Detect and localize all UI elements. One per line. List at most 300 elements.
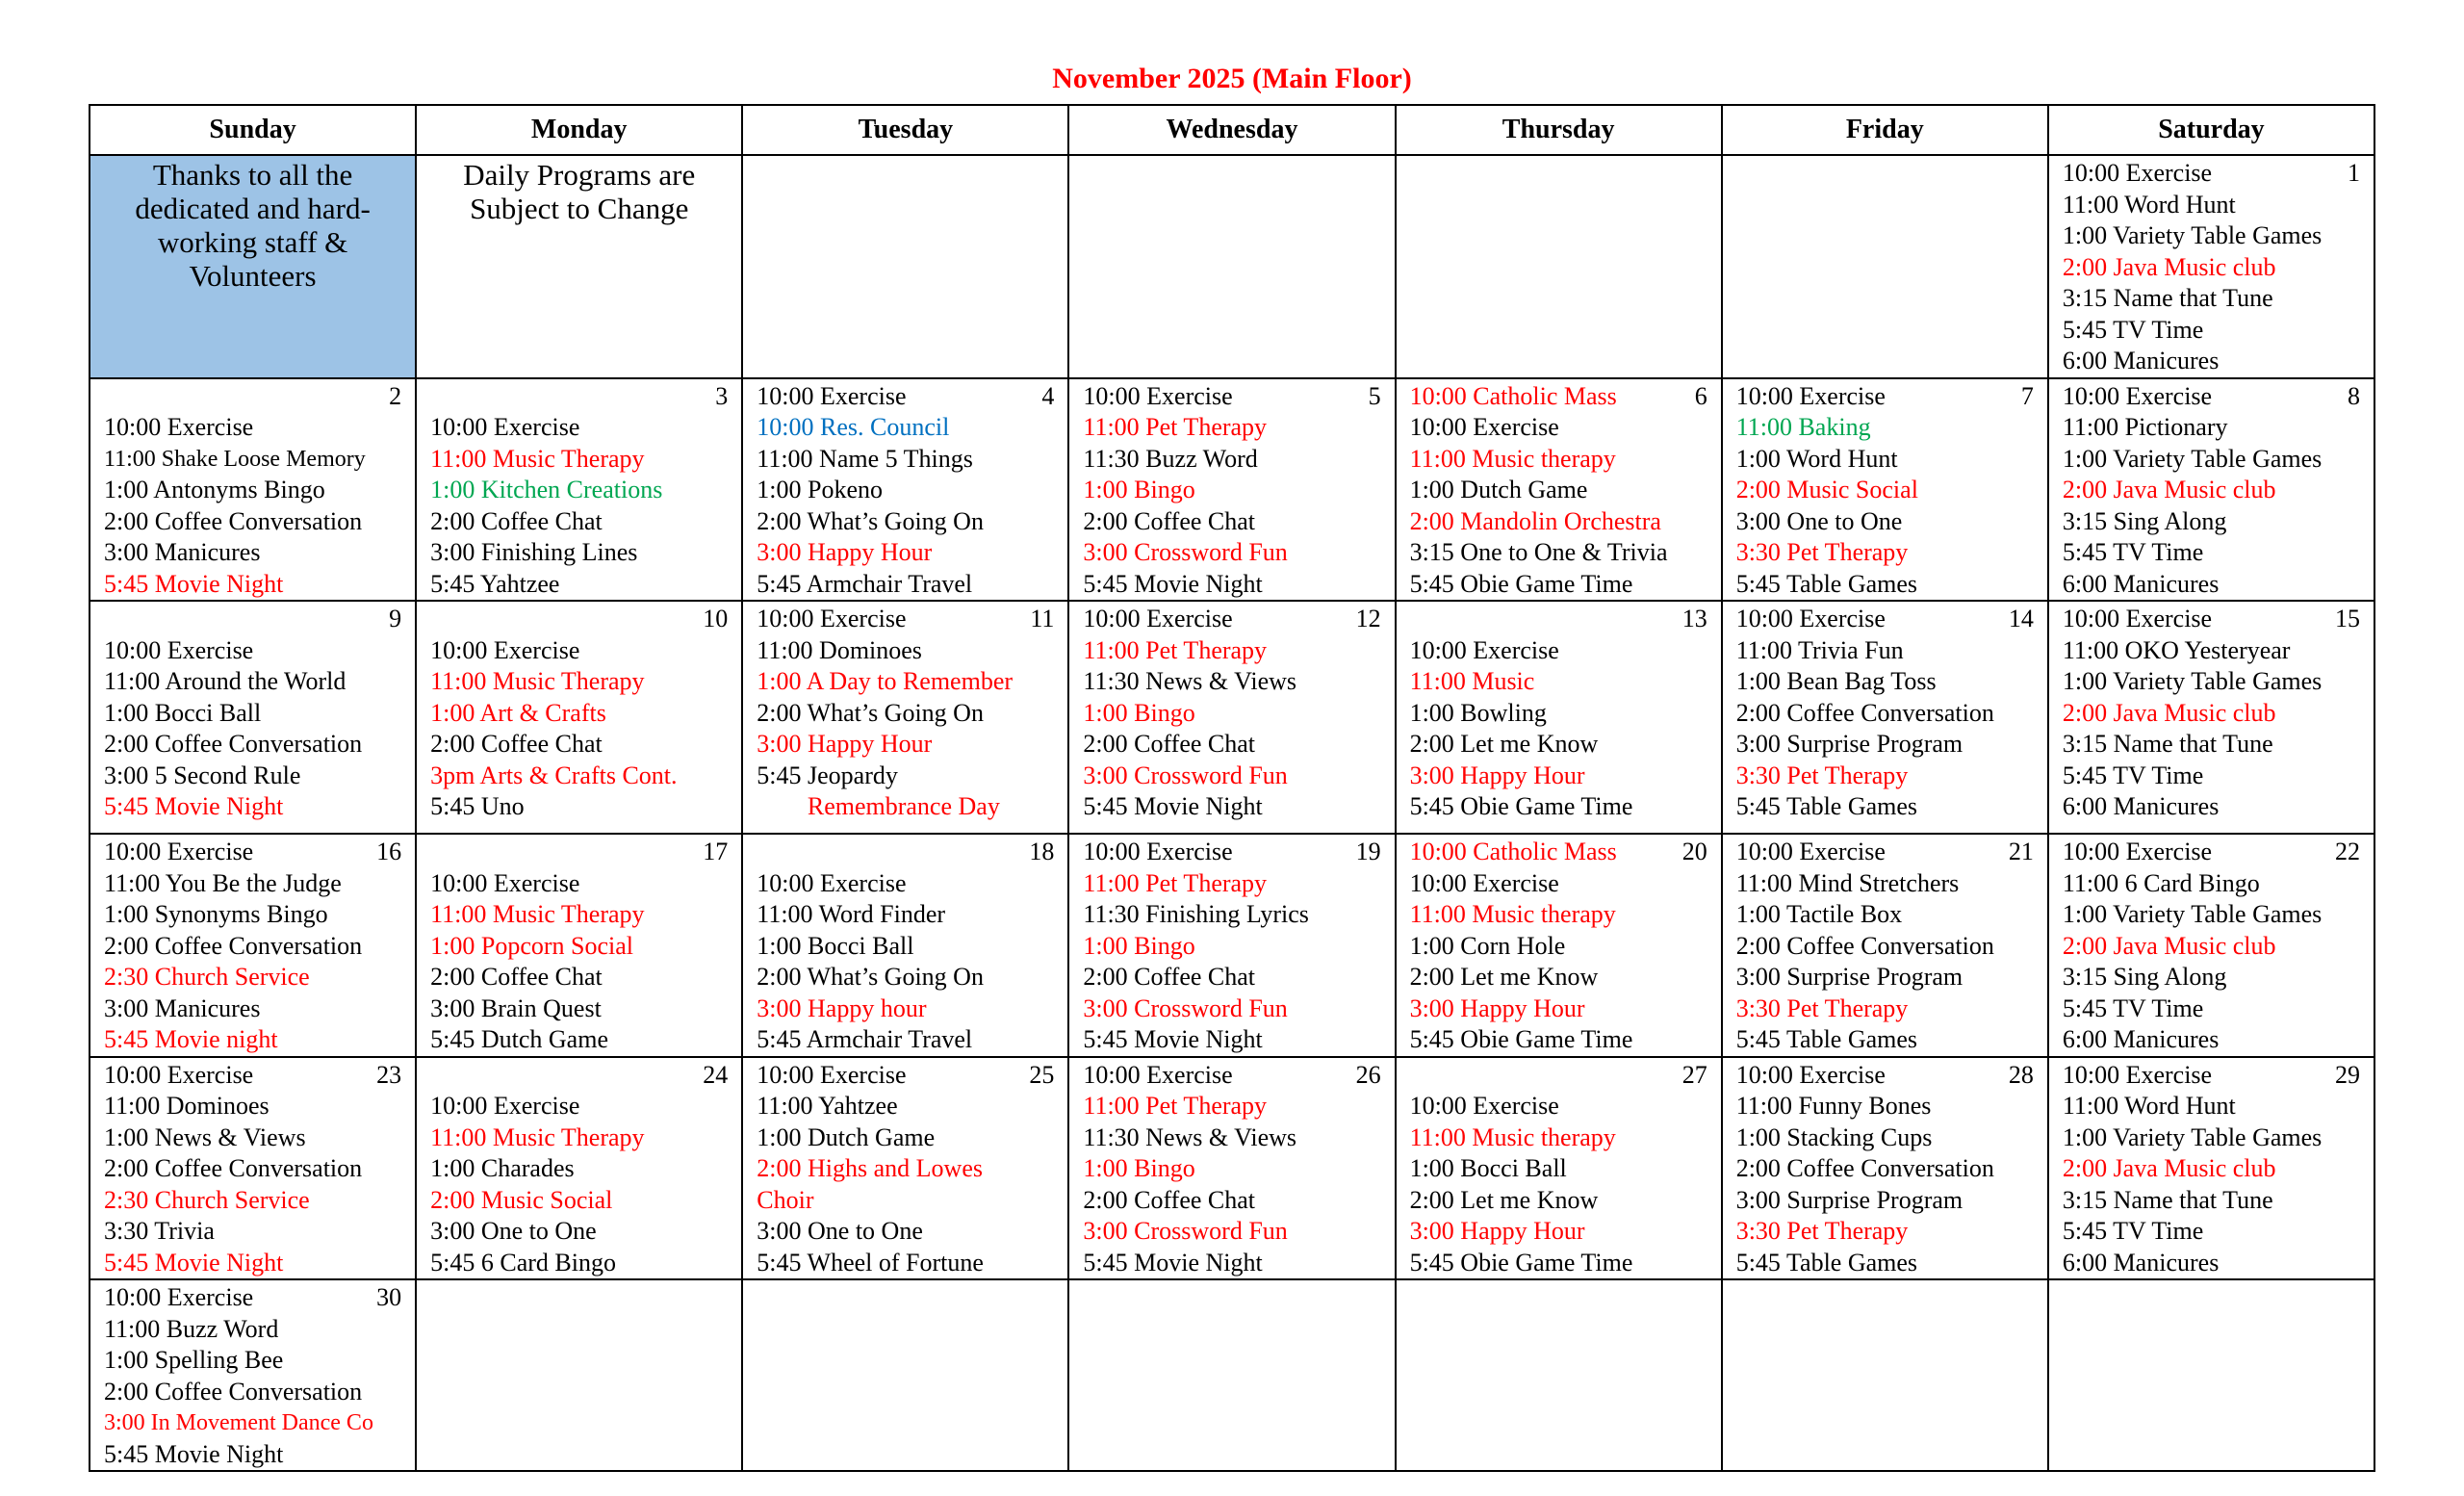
event-item: 10:00 Exercise <box>2062 605 2213 632</box>
event-item: 5:45 Table Games <box>1735 792 1918 820</box>
day-cell <box>1396 1057 1722 1280</box>
event-item: 3:30 Pet Therapy <box>1735 538 1909 566</box>
event-item: 3:00 Crossword Fun <box>1083 538 1288 566</box>
event-item: 2:00 Highs and Lowes <box>757 1154 983 1182</box>
event-item: 1:00 Dutch Game <box>757 1122 936 1151</box>
day-number: 16 <box>376 838 402 865</box>
day-cell <box>90 601 416 834</box>
event-item: 10:00 Exercise <box>2062 838 2213 865</box>
event-item: 5:45 Obie Game Time <box>1409 792 1633 820</box>
event-item: 2:00 Coffee Chat <box>430 506 603 535</box>
event-item: 10:00 Exercise <box>1409 635 1559 664</box>
event-item: 10:00 Exercise <box>1735 1060 1886 1089</box>
event-item: 10:00 Exercise <box>2062 1060 2213 1089</box>
event-item: 2:00 Mandolin Orchestra <box>1409 506 1661 535</box>
event-item: 11:00 Pet Therapy <box>1083 413 1268 441</box>
event-item: 10:00 Exercise <box>1409 868 1559 897</box>
event-item: 2:00 Coffee Chat <box>430 730 603 758</box>
day-cell <box>2048 1057 2374 1280</box>
week-row <box>90 155 2374 378</box>
event-item: 2:00 Java Music club <box>2062 698 2276 727</box>
day-cell <box>1396 601 1722 834</box>
event-list <box>1410 837 1704 1056</box>
event-item: 5:45 Movie Night <box>1083 1025 1263 1053</box>
weekday-header-wednesday: Wednesday <box>1068 105 1395 155</box>
event-item: 3:00 Surprise Program <box>1735 963 1964 991</box>
event-item: 11:00 Word Hunt <box>2062 1092 2236 1120</box>
event-item: 11:00 Shake Loose Memory <box>104 446 366 472</box>
event-item: 10:00 Exercise <box>1735 381 1886 410</box>
event-item: 1:00 A Day to Remember <box>757 667 1014 695</box>
week-row <box>90 1279 2374 1471</box>
event-item: Choir <box>757 1185 814 1214</box>
event-item: 11:30 News & Views <box>1083 667 1297 695</box>
event-item: 10:00 Exercise <box>104 413 254 441</box>
event-item: 5:45 Table Games <box>1735 1248 1918 1277</box>
event-item: 1:00 Bocci Ball <box>1409 1154 1567 1182</box>
event-item: 10:00 Exercise <box>430 635 580 664</box>
event-item: 2:00 Coffee Conversation <box>1735 931 1994 960</box>
day-cell <box>742 834 1068 1057</box>
event-item: 11:30 Finishing Lyrics <box>1083 900 1309 928</box>
event-item: 1:00 News & Views <box>104 1122 306 1151</box>
event-list <box>1410 635 1704 823</box>
event-item: 5:45 TV Time <box>2062 1217 2204 1245</box>
event-item: 1:00 Bean Bag Toss <box>1735 667 1937 695</box>
event-item: 10:00 Exercise <box>430 868 580 897</box>
empty-cell <box>1068 1279 1395 1471</box>
event-item: 11:00 Around the World <box>104 667 346 695</box>
event-item: 2:00 Music Social <box>1735 476 1918 503</box>
event-item: 3:00 Happy Hour <box>1409 1217 1585 1245</box>
event-item: 2:00 Coffee Conversation <box>104 931 363 960</box>
day-number: 5 <box>1368 381 1381 410</box>
day-number: 17 <box>703 838 729 865</box>
event-item: 6:00 Manicures <box>2062 569 2220 598</box>
day-number: 29 <box>2335 1060 2360 1089</box>
event-item: 10:00 Exercise <box>1083 1060 1233 1089</box>
event-item: 3:30 Pet Therapy <box>1735 1217 1909 1245</box>
event-item: 11:00 Pet Therapy <box>1083 635 1268 664</box>
event-item: 2:30 Church Service <box>104 1185 310 1214</box>
event-item: 1:00 Word Hunt <box>1735 444 1898 473</box>
event-item: 10:00 Exercise <box>1083 381 1233 410</box>
event-item: 2:00 Coffee Conversation <box>104 1154 363 1182</box>
day-number: 14 <box>2008 605 2034 632</box>
day-number: 12 <box>1355 605 1381 632</box>
event-item: 2:00 Java Music club <box>2062 252 2276 281</box>
event-item: 5:45 Movie Night <box>104 1439 284 1468</box>
day-cell <box>2048 378 2374 602</box>
event-item: 2:00 Coffee Chat <box>430 963 603 991</box>
event-item: 3:00 Manicures <box>104 993 261 1022</box>
event-list <box>430 412 724 600</box>
event-item: 5:45 TV Time <box>2062 993 2204 1022</box>
event-item: 3:00 Surprise Program <box>1735 1185 1964 1214</box>
day-number: 18 <box>1029 838 1055 865</box>
event-item: 11:00 Music Therapy <box>430 900 645 928</box>
empty-cell <box>2048 1279 2374 1471</box>
page-title: November 2025 (Main Floor) <box>1052 63 1412 94</box>
event-item: 10:00 Exercise <box>2062 381 2213 410</box>
event-item: 1:00 Charades <box>430 1154 575 1182</box>
event-item: 10:00 Exercise <box>757 381 907 410</box>
event-list <box>1736 381 2030 601</box>
event-item: 10:00 Exercise <box>430 1092 580 1120</box>
event-list <box>430 635 724 823</box>
event-item: 2:00 What’s Going On <box>757 506 984 535</box>
event-item: 1:00 Art & Crafts <box>430 698 606 727</box>
event-item: 5:45 Table Games <box>1735 1025 1918 1053</box>
weekday-header-sunday: Sunday <box>90 105 416 155</box>
event-item: 11:00 Dominoes <box>104 1092 270 1120</box>
event-item: 11:00 Pet Therapy <box>1083 1092 1268 1120</box>
event-item: 3:00 Crossword Fun <box>1083 1217 1288 1245</box>
event-item: 6:00 Manicures <box>2062 347 2220 374</box>
event-item: 2:00 Java Music club <box>2062 1154 2276 1182</box>
day-number: 1 <box>2348 159 2360 187</box>
event-list <box>2063 604 2356 823</box>
event-item: 2:00 What’s Going On <box>757 963 984 991</box>
calendar-grid <box>89 104 2375 1472</box>
event-item: 5:45 6 Card Bingo <box>430 1248 616 1277</box>
event-item: 5:45 TV Time <box>2062 761 2204 789</box>
event-item: 11:30 Buzz Word <box>1083 444 1258 473</box>
day-cell <box>416 601 742 834</box>
event-item: 10:00 Exercise <box>1735 605 1886 632</box>
event-list <box>1736 837 2030 1056</box>
event-item: 2:00 Coffee Chat <box>1083 506 1256 535</box>
empty-cell <box>1396 1279 1722 1471</box>
event-list <box>1083 381 1376 601</box>
event-item: 5:45 Armchair Travel <box>757 1025 973 1053</box>
event-item: 3:00 Brain Quest <box>430 993 602 1022</box>
event-list <box>1083 604 1376 823</box>
event-item: 1:00 Corn Hole <box>1409 931 1566 960</box>
event-item: 1:00 Spelling Bee <box>104 1346 284 1374</box>
event-item: 5:45 Wheel of Fortune <box>757 1248 984 1277</box>
event-item: 1:00 Pokeno <box>757 476 884 503</box>
event-item: 2:00 Coffee Chat <box>1083 730 1256 758</box>
day-cell <box>742 378 1068 602</box>
event-item: 3:00 One to One <box>1735 506 1903 535</box>
day-number: 9 <box>389 605 402 632</box>
note-cell <box>90 155 416 378</box>
day-cell <box>1068 834 1395 1057</box>
day-cell <box>90 834 416 1057</box>
day-cell <box>1068 1057 1395 1280</box>
empty-cell <box>742 1279 1068 1471</box>
event-item: 1:00 Bingo <box>1083 1154 1195 1182</box>
note-programs: Daily Programs are Subject to Change <box>463 158 696 225</box>
day-number: 13 <box>1681 605 1707 632</box>
empty-cell <box>1722 1279 2048 1471</box>
event-item: 10:00 Exercise <box>757 1060 907 1089</box>
event-list <box>104 1282 398 1470</box>
day-number: 3 <box>715 381 729 410</box>
event-item: 11:00 Music therapy <box>1409 444 1616 473</box>
event-list <box>2063 837 2356 1056</box>
empty-cell <box>742 155 1068 378</box>
event-item: 11:00 Word Finder <box>757 900 946 928</box>
weekday-header-tuesday: Tuesday <box>742 105 1068 155</box>
event-item: 11:00 Funny Bones <box>1735 1092 1932 1120</box>
day-number: 28 <box>2008 1060 2034 1089</box>
day-number: 8 <box>2348 381 2360 410</box>
event-item: 11:00 Word Hunt <box>2062 190 2236 219</box>
event-item: 1:00 Bocci Ball <box>757 931 914 960</box>
event-item: 10:00 Res. Council <box>757 413 950 441</box>
event-item: 10:00 Exercise <box>1083 838 1233 865</box>
event-list <box>757 604 1050 823</box>
event-list <box>104 837 398 1056</box>
day-number: 10 <box>703 605 729 632</box>
event-item: 2:00 Coffee Conversation <box>104 730 363 758</box>
event-item: 5:45 Table Games <box>1735 569 1918 598</box>
event-item: 1:00 Tactile Box <box>1735 900 1903 928</box>
event-item: 5:45 Obie Game Time <box>1409 1025 1633 1053</box>
event-item: 3:00 Happy Hour <box>1409 761 1585 789</box>
event-item: 5:45 Yahtzee <box>430 569 560 598</box>
event-item: 1:00 Variety Table Games <box>2062 667 2323 695</box>
event-item: 11:00 6 Card Bingo <box>2062 868 2260 897</box>
event-item: 1:00 Popcorn Social <box>430 931 634 960</box>
event-item: 5:45 Jeopardy <box>757 761 898 789</box>
event-item: 11:00 Yahtzee <box>757 1092 898 1120</box>
event-item: 2:00 What’s Going On <box>757 698 984 727</box>
day-cell <box>1396 834 1722 1057</box>
day-cell <box>1396 378 1722 602</box>
day-number: 24 <box>703 1060 729 1089</box>
event-item: 2:00 Let me Know <box>1409 963 1599 991</box>
day-number: 20 <box>1681 838 1707 865</box>
event-list <box>1410 1091 1704 1278</box>
event-item: 1:00 Bowling <box>1409 698 1547 727</box>
event-item: 3:00 5 Second Rule <box>104 761 301 789</box>
event-item: 11:00 OKO Yesteryear <box>2062 635 2291 664</box>
day-number: 6 <box>1694 381 1707 410</box>
weekday-header-friday: Friday <box>1722 105 2048 155</box>
event-item: 1:00 Dutch Game <box>1409 476 1588 503</box>
event-item: 3:00 Happy Hour <box>757 730 933 758</box>
event-item: 11:00 Pictionary <box>2062 413 2228 441</box>
event-list <box>2063 158 2356 377</box>
day-cell <box>742 1057 1068 1280</box>
event-item: 11:00 Music Therapy <box>430 444 645 473</box>
event-item: 3:00 Happy Hour <box>1409 993 1585 1022</box>
day-number: 19 <box>1355 838 1381 865</box>
event-item: 6:00 Manicures <box>2062 1025 2220 1053</box>
event-item: 5:45 Obie Game Time <box>1409 569 1633 598</box>
event-item: 2:00 Music Social <box>430 1185 613 1214</box>
event-list <box>104 412 398 600</box>
day-number: 23 <box>376 1060 402 1089</box>
day-number: 21 <box>2008 838 2034 865</box>
day-cell <box>742 601 1068 834</box>
event-item: 5:45 Obie Game Time <box>1409 1248 1633 1277</box>
event-item: 5:45 Armchair Travel <box>757 569 973 598</box>
weekday-header-row <box>90 105 2374 155</box>
note-cell <box>416 155 742 378</box>
event-item: 2:00 Coffee Chat <box>1083 1185 1256 1214</box>
event-item: 10:00 Exercise <box>104 838 254 865</box>
day-cell <box>416 1057 742 1280</box>
event-item: 5:45 TV Time <box>2062 315 2204 344</box>
event-item: 3:00 Finishing Lines <box>430 538 638 566</box>
day-cell <box>90 378 416 602</box>
event-item: 10:00 Exercise <box>104 1283 254 1311</box>
weekday-header-saturday: Saturday <box>2048 105 2374 155</box>
event-list <box>757 868 1050 1056</box>
week-row <box>90 378 2374 602</box>
event-item: 3:00 Manicures <box>104 538 261 566</box>
event-item: 1:00 Variety Table Games <box>2062 900 2323 928</box>
event-item: 2:00 Coffee Conversation <box>104 506 363 535</box>
event-item: 10:00 Exercise <box>1409 1092 1559 1120</box>
event-item: 11:00 Music <box>1409 667 1535 695</box>
calendar-body <box>90 155 2374 1471</box>
day-cell <box>90 1057 416 1280</box>
event-item: 2:00 Java Music club <box>2062 476 2276 503</box>
event-item: 11:00 Name 5 Things <box>757 444 973 473</box>
day-number: 7 <box>2020 381 2034 410</box>
event-list <box>1410 381 1704 601</box>
day-cell <box>2048 834 2374 1057</box>
week-row <box>90 601 2374 834</box>
event-item: 3:15 Name that Tune <box>2062 284 2273 312</box>
event-item: 1:00 Variety Table Games <box>2062 221 2323 249</box>
event-item: 3pm Arts & Crafts Cont. <box>430 761 678 789</box>
event-item: 5:45 Movie Night <box>104 792 284 820</box>
event-item: 10:00 Exercise <box>2062 159 2213 187</box>
event-item: 11:00 Trivia Fun <box>1735 635 1904 664</box>
event-item: 1:00 Stacking Cups <box>1735 1122 1933 1151</box>
day-cell <box>2048 155 2374 378</box>
event-item: 5:45 TV Time <box>2062 538 2204 566</box>
event-list <box>430 1091 724 1278</box>
event-item: 3:00 In Movement Dance Co <box>104 1410 373 1435</box>
event-item: 10:00 Exercise <box>1409 413 1559 441</box>
event-item: 11:00 Music Therapy <box>430 1122 645 1151</box>
event-item: 3:00 Happy hour <box>757 993 927 1022</box>
day-cell <box>1722 378 2048 602</box>
event-item: 6:00 Manicures <box>2062 792 2220 820</box>
week-row <box>90 834 2374 1057</box>
event-item: 3:30 Pet Therapy <box>1735 993 1909 1022</box>
event-item: 6:00 Manicures <box>2062 1248 2220 1277</box>
day-number: 26 <box>1355 1060 1381 1089</box>
event-item: 11:00 Baking <box>1735 413 1871 441</box>
event-item: 10:00 Exercise <box>1735 838 1886 865</box>
event-item: 5:45 Movie Night <box>104 1248 284 1277</box>
event-item: 3:00 Crossword Fun <box>1083 761 1288 789</box>
event-item: 11:00 You Be the Judge <box>104 868 342 897</box>
event-list <box>1736 1060 2030 1279</box>
event-item: 3:15 Sing Along <box>2062 963 2227 991</box>
day-cell <box>1722 1057 2048 1280</box>
event-item: 10:00 Exercise <box>757 868 907 897</box>
empty-cell <box>1396 155 1722 378</box>
day-cell <box>416 378 742 602</box>
event-list <box>757 1060 1050 1279</box>
note-thanks: Thanks to all the dedicated and hard-working staff & Volunteers <box>135 158 371 293</box>
event-list <box>430 868 724 1056</box>
event-item: 5:45 Movie Night <box>1083 1248 1263 1277</box>
event-item: 3:00 Crossword Fun <box>1083 993 1288 1022</box>
event-item: 5:45 Uno <box>430 792 525 820</box>
event-item: 1:00 Bingo <box>1083 698 1195 727</box>
empty-cell <box>1068 155 1395 378</box>
event-item: 1:00 Variety Table Games <box>2062 1122 2323 1151</box>
event-item: 1:00 Antonyms Bingo <box>104 476 325 503</box>
event-item: 2:00 Coffee Conversation <box>1735 698 1994 727</box>
event-list <box>104 635 398 823</box>
day-cell <box>1068 601 1395 834</box>
event-item: 3:00 One to One <box>430 1217 597 1245</box>
event-list <box>2063 1060 2356 1279</box>
day-number: 27 <box>1681 1060 1707 1089</box>
event-item: 2:00 Let me Know <box>1409 730 1599 758</box>
event-item: 3:30 Pet Therapy <box>1735 761 1909 789</box>
day-number: 30 <box>376 1283 402 1311</box>
event-item: 2:00 Coffee Chat <box>1083 963 1256 991</box>
event-item: 5:45 Movie Night <box>1083 569 1263 598</box>
event-item: 1:00 Bocci Ball <box>104 698 262 727</box>
event-item: 10:00 Exercise <box>1083 605 1233 632</box>
event-item: 11:00 Buzz Word <box>104 1314 279 1343</box>
empty-cell <box>1722 155 2048 378</box>
event-item: 11:00 Dominoes <box>757 635 922 664</box>
event-item: 11:00 Music therapy <box>1409 900 1616 928</box>
event-item: 11:00 Music Therapy <box>430 667 645 695</box>
day-number: 2 <box>389 381 402 410</box>
event-item: 2:30 Church Service <box>104 963 310 991</box>
day-cell <box>1722 834 2048 1057</box>
event-item: 2:00 Coffee Conversation <box>1735 1154 1994 1182</box>
event-item: Remembrance Day <box>807 792 1000 820</box>
event-item: 10:00 Catholic Mass <box>1409 838 1617 865</box>
event-item: 1:00 Bingo <box>1083 931 1195 960</box>
event-item: 11:00 Mind Stretchers <box>1735 868 1960 897</box>
day-number: 25 <box>1029 1060 1055 1089</box>
event-item: 3:15 One to One & Trivia <box>1409 538 1668 566</box>
day-cell <box>2048 601 2374 834</box>
event-item: 1:00 Synonyms Bingo <box>104 900 328 928</box>
day-number: 15 <box>2335 605 2360 632</box>
event-list <box>2063 381 2356 601</box>
event-item: 3:30 Trivia <box>104 1217 215 1245</box>
event-item: 5:45 Movie Night <box>1083 792 1263 820</box>
event-item: 1:00 Bingo <box>1083 476 1195 503</box>
event-item: 5:45 Movie night <box>104 1025 278 1053</box>
day-number: 11 <box>1030 605 1055 632</box>
event-item: 3:00 One to One <box>757 1217 923 1245</box>
day-cell <box>1068 378 1395 602</box>
event-item: 10:00 Exercise <box>104 635 254 664</box>
event-item: 1:00 Variety Table Games <box>2062 444 2323 473</box>
week-row <box>90 1057 2374 1280</box>
day-number: 22 <box>2335 838 2360 865</box>
event-item: 5:45 Movie Night <box>104 569 284 598</box>
event-list <box>1083 837 1376 1056</box>
event-item: 3:15 Name that Tune <box>2062 1185 2273 1214</box>
event-item: 2:00 Java Music club <box>2062 931 2276 960</box>
day-cell <box>416 834 742 1057</box>
event-item: 3:15 Sing Along <box>2062 506 2227 535</box>
event-list <box>1083 1060 1376 1279</box>
event-item: 10:00 Exercise <box>430 413 580 441</box>
event-item: 3:00 Surprise Program <box>1735 730 1964 758</box>
